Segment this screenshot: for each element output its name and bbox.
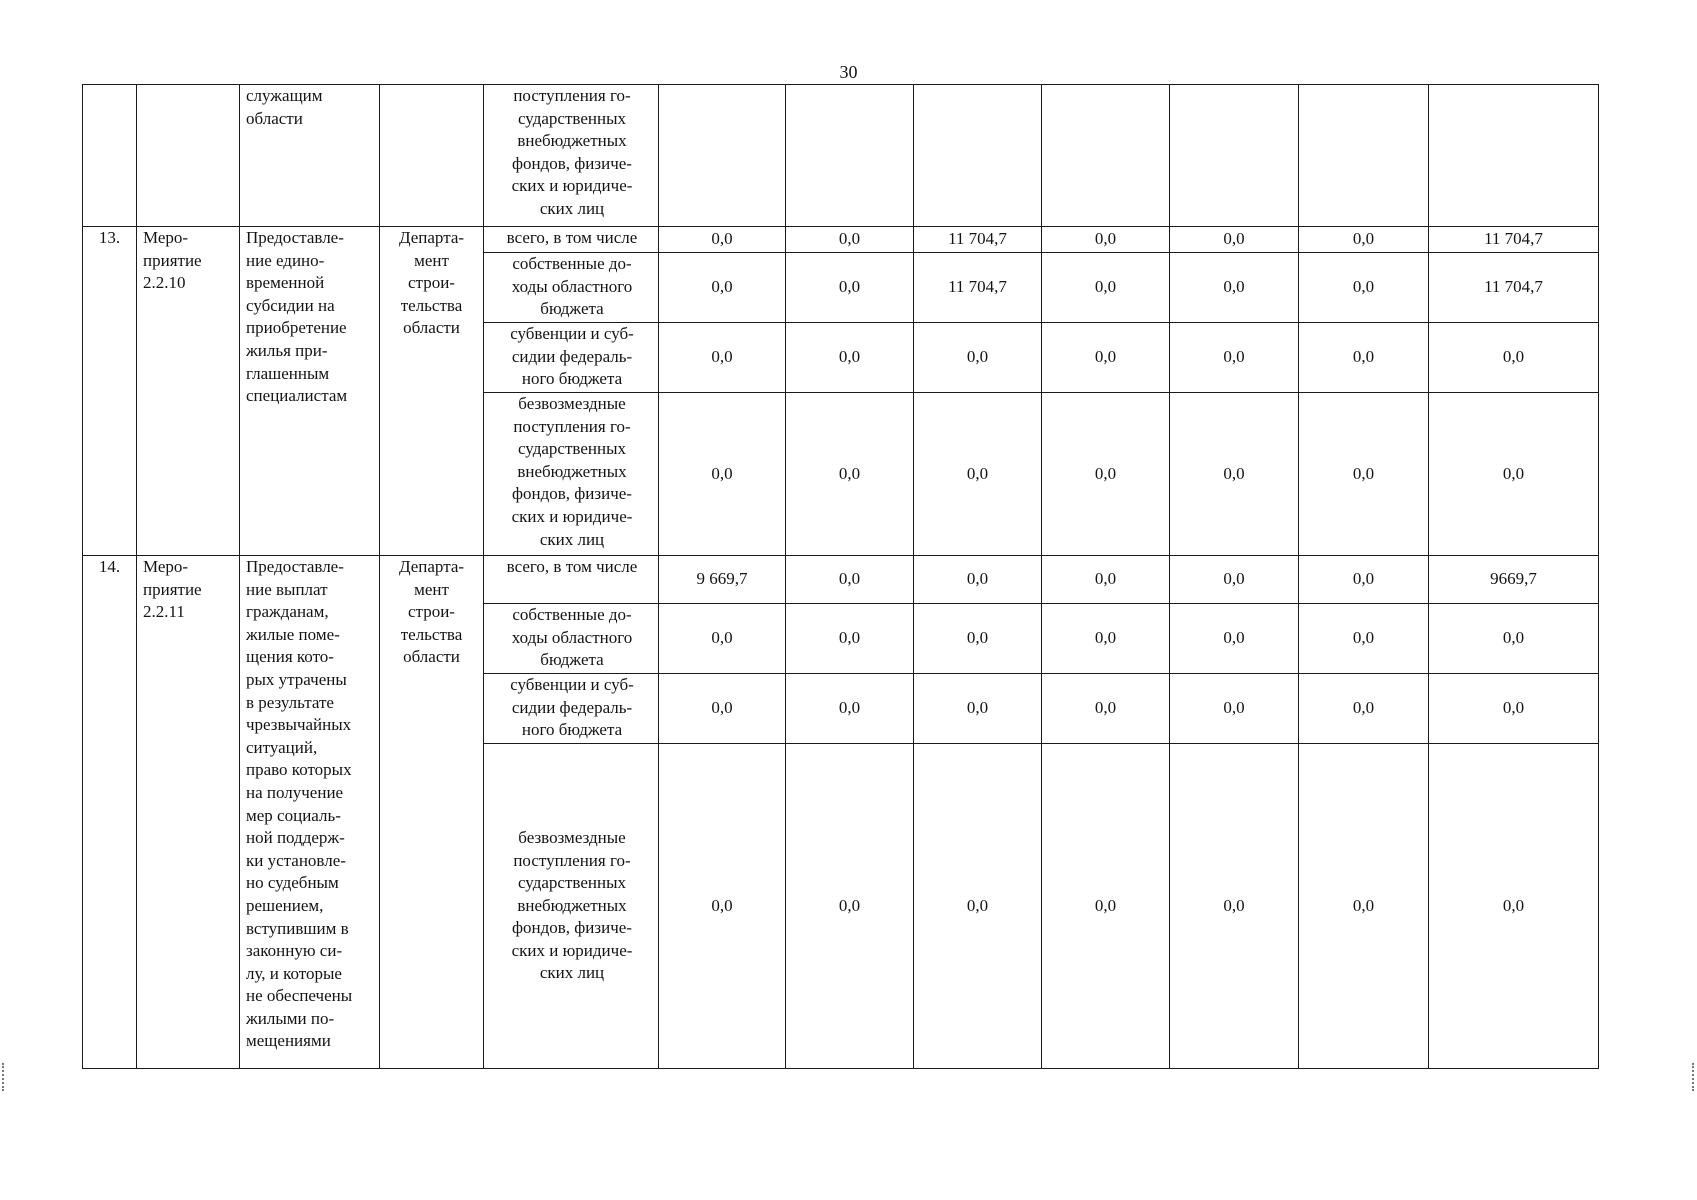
code-cell xyxy=(137,227,240,556)
name-line: специалистам xyxy=(246,386,348,406)
value-cell: 0,0 xyxy=(914,556,1042,604)
source-line: безвозмездные xyxy=(518,394,626,413)
value-cell: 0,0 xyxy=(1170,227,1299,253)
value-cell: 0,0 xyxy=(1429,323,1599,393)
value-cell: 0,0 xyxy=(1042,393,1170,556)
source-line: всего, в том числе xyxy=(506,228,638,247)
value-cell: 0,0 xyxy=(1042,556,1170,604)
value-cell: 0,0 xyxy=(1429,744,1599,1069)
value-cell: 0,0 xyxy=(914,604,1042,674)
value-cell: 0,0 xyxy=(786,604,914,674)
executor-line: тельства xyxy=(400,295,463,315)
value-cell: 0,0 xyxy=(1429,604,1599,674)
value-cell: 0,0 xyxy=(1042,674,1170,744)
value-cell xyxy=(786,85,914,227)
source-line: ских лиц xyxy=(539,529,605,549)
name-line: служащим xyxy=(246,86,323,105)
code-cell xyxy=(137,556,240,1069)
name-line: лу, и которые xyxy=(246,963,342,983)
value-cell: 0,0 xyxy=(786,393,914,556)
value-cell xyxy=(1042,85,1170,227)
value-cell: 0,0 xyxy=(1170,604,1299,674)
item-13-row-total xyxy=(83,227,1599,253)
value-cell: 11 704,7 xyxy=(914,227,1042,253)
name-line: ние едино- xyxy=(246,250,325,270)
source-line: внебюджетных xyxy=(517,131,627,151)
name-line: жилые поме- xyxy=(246,624,340,644)
executor-line: Департа- xyxy=(398,557,465,576)
code-line: 2.2.11 xyxy=(143,602,185,622)
value-cell: 9 669,7 xyxy=(659,556,786,604)
name-line: глашенным xyxy=(246,363,330,383)
source-cell xyxy=(484,393,659,556)
executor-line: мент xyxy=(414,250,449,270)
value-cell xyxy=(914,85,1042,227)
value-cell: 0,0 xyxy=(786,556,914,604)
value-cell: 0,0 xyxy=(786,674,914,744)
source-line: ских лиц xyxy=(539,963,605,983)
right-crop-mark xyxy=(1692,1063,1696,1091)
name-line: в результате xyxy=(246,692,334,712)
name-line: мер социаль- xyxy=(246,805,341,825)
value-cell: 0,0 xyxy=(1299,227,1429,253)
value-cell: 0,0 xyxy=(659,744,786,1069)
value-cell: 11 704,7 xyxy=(914,253,1042,323)
source-cell xyxy=(484,323,659,393)
source-line: ских и юридиче- xyxy=(511,176,633,196)
value-cell: 0,0 xyxy=(1170,393,1299,556)
executor-line: строи- xyxy=(408,273,455,293)
value-cell: 0,0 xyxy=(786,744,914,1069)
value-cell: 0,0 xyxy=(914,744,1042,1069)
name-line: решением, xyxy=(246,895,324,915)
value-cell: 0,0 xyxy=(659,253,786,323)
name-line: право которых xyxy=(246,760,352,780)
source-line: сударственных xyxy=(517,439,626,459)
name-cell xyxy=(240,556,380,1069)
code-cell xyxy=(137,85,240,227)
value-cell: 0,0 xyxy=(1170,674,1299,744)
source-cell xyxy=(484,604,659,674)
source-line: сударственных xyxy=(517,108,626,128)
source-line: сидии федераль- xyxy=(511,346,633,366)
value-cell: 0,0 xyxy=(659,393,786,556)
value-cell: 0,0 xyxy=(786,323,914,393)
source-line: бюджета xyxy=(540,650,604,670)
source-line: поступления го- xyxy=(513,86,631,105)
code-line: 2.2.10 xyxy=(143,273,186,293)
value-cell xyxy=(659,85,786,227)
source-line: ного бюджета xyxy=(521,369,623,389)
executor-line: мент xyxy=(414,579,449,599)
source-cell xyxy=(484,85,659,227)
value-cell: 0,0 xyxy=(659,674,786,744)
source-cell xyxy=(484,253,659,323)
source-line: безвозмездные xyxy=(518,827,626,847)
value-cell: 0,0 xyxy=(914,674,1042,744)
name-line: области xyxy=(246,108,303,128)
source-line: ских и юридиче- xyxy=(511,940,633,960)
name-line: не обеспечены xyxy=(246,986,353,1006)
continuation-row xyxy=(83,85,1599,227)
name-cell xyxy=(240,227,380,556)
source-line: фондов, физиче- xyxy=(512,484,632,504)
executor-line: области xyxy=(403,318,460,338)
value-cell: 0,0 xyxy=(914,393,1042,556)
budget-table xyxy=(82,84,1599,1069)
source-line: ских лиц xyxy=(539,198,605,218)
name-line: Предоставле- xyxy=(246,228,344,247)
source-line: субвенции и суб- xyxy=(510,675,634,694)
name-line: чрезвычайных xyxy=(246,715,352,735)
executor-cell xyxy=(380,556,484,1069)
value-cell xyxy=(1299,85,1429,227)
name-line: гражданам, xyxy=(246,602,329,622)
num-cell: 13. xyxy=(83,227,137,556)
value-cell: 0,0 xyxy=(1299,556,1429,604)
value-cell: 0,0 xyxy=(786,227,914,253)
value-cell: 0,0 xyxy=(1429,393,1599,556)
name-line: ной поддерж- xyxy=(246,828,345,848)
code-line: приятие xyxy=(143,250,202,270)
source-cell xyxy=(484,556,659,604)
executor-line: области xyxy=(403,647,460,667)
name-line: щения кото- xyxy=(246,647,334,667)
value-cell xyxy=(1170,85,1299,227)
name-line: временной xyxy=(246,273,325,293)
name-line: на получение xyxy=(246,782,344,802)
source-line: ских и юридиче- xyxy=(511,506,633,526)
name-line: законную си- xyxy=(246,941,343,961)
source-line: сударственных xyxy=(517,873,626,893)
name-line: ние выплат xyxy=(246,579,328,599)
value-cell: 9669,7 xyxy=(1429,556,1599,604)
value-cell: 0,0 xyxy=(1170,253,1299,323)
source-line: фондов, физиче- xyxy=(512,918,632,938)
name-line: ситуаций, xyxy=(246,737,318,757)
source-line: всего, в том числе xyxy=(506,557,638,576)
source-line: ного бюджета xyxy=(521,720,623,740)
value-cell: 0,0 xyxy=(914,323,1042,393)
value-cell: 0,0 xyxy=(1299,253,1429,323)
executor-line: Департа- xyxy=(398,228,465,247)
num-cell xyxy=(83,85,137,227)
value-cell: 11 704,7 xyxy=(1429,253,1599,323)
value-cell: 0,0 xyxy=(659,604,786,674)
left-crop-mark xyxy=(2,1063,6,1091)
source-line: бюджета xyxy=(540,299,604,319)
source-line: фондов, физиче- xyxy=(512,153,632,173)
page-number: 30 xyxy=(839,62,858,82)
value-cell: 0,0 xyxy=(1042,323,1170,393)
value-cell: 0,0 xyxy=(1042,227,1170,253)
code-line: Меро- xyxy=(143,228,189,247)
source-line: внебюджетных xyxy=(517,895,627,915)
num-cell: 14. xyxy=(83,556,137,1069)
name-line: субсидии на xyxy=(246,295,335,315)
value-cell: 0,0 xyxy=(786,253,914,323)
item-14-row-total xyxy=(83,556,1599,604)
executor-cell xyxy=(380,227,484,556)
value-cell: 0,0 xyxy=(1299,604,1429,674)
source-line: собственные до- xyxy=(512,605,632,624)
value-cell: 0,0 xyxy=(1170,556,1299,604)
executor-line: тельства xyxy=(400,624,463,644)
source-line: ходы областного xyxy=(511,276,633,296)
value-cell xyxy=(1429,85,1599,227)
name-line: жилья при- xyxy=(246,340,328,360)
name-cell xyxy=(240,85,380,227)
value-cell: 0,0 xyxy=(1429,674,1599,744)
value-cell: 0,0 xyxy=(1299,674,1429,744)
source-cell xyxy=(484,674,659,744)
name-line: Предоставле- xyxy=(246,557,344,576)
code-line: приятие xyxy=(143,579,202,599)
value-cell: 0,0 xyxy=(1299,323,1429,393)
source-line: поступления го- xyxy=(513,416,631,436)
value-cell: 0,0 xyxy=(659,227,786,253)
source-line: субвенции и суб- xyxy=(510,324,634,343)
name-line: вступившим в xyxy=(246,918,349,938)
value-cell: 0,0 xyxy=(1042,253,1170,323)
code-line: Меро- xyxy=(143,557,189,576)
source-line: поступления го- xyxy=(513,850,631,870)
source-cell xyxy=(484,744,659,1069)
executor-line: строи- xyxy=(408,602,455,622)
value-cell: 0,0 xyxy=(1170,323,1299,393)
value-cell: 0,0 xyxy=(1042,604,1170,674)
source-line: собственные до- xyxy=(512,254,632,273)
source-line: внебюджетных xyxy=(517,461,627,481)
value-cell: 0,0 xyxy=(1170,744,1299,1069)
value-cell: 0,0 xyxy=(1042,744,1170,1069)
executor-cell xyxy=(380,85,484,227)
name-line: мещениями xyxy=(246,1031,331,1051)
value-cell: 0,0 xyxy=(1299,393,1429,556)
name-line: рых утрачены xyxy=(246,669,347,689)
name-line: но судебным xyxy=(246,873,339,893)
value-cell: 0,0 xyxy=(659,323,786,393)
source-cell xyxy=(484,227,659,253)
source-line: ходы областного xyxy=(511,627,633,647)
name-line: приобретение xyxy=(246,318,347,338)
value-cell: 11 704,7 xyxy=(1429,227,1599,253)
name-line: ки установле- xyxy=(246,850,346,870)
value-cell: 0,0 xyxy=(1299,744,1429,1069)
source-line: сидии федераль- xyxy=(511,697,633,717)
name-line: жилыми по- xyxy=(246,1008,335,1028)
